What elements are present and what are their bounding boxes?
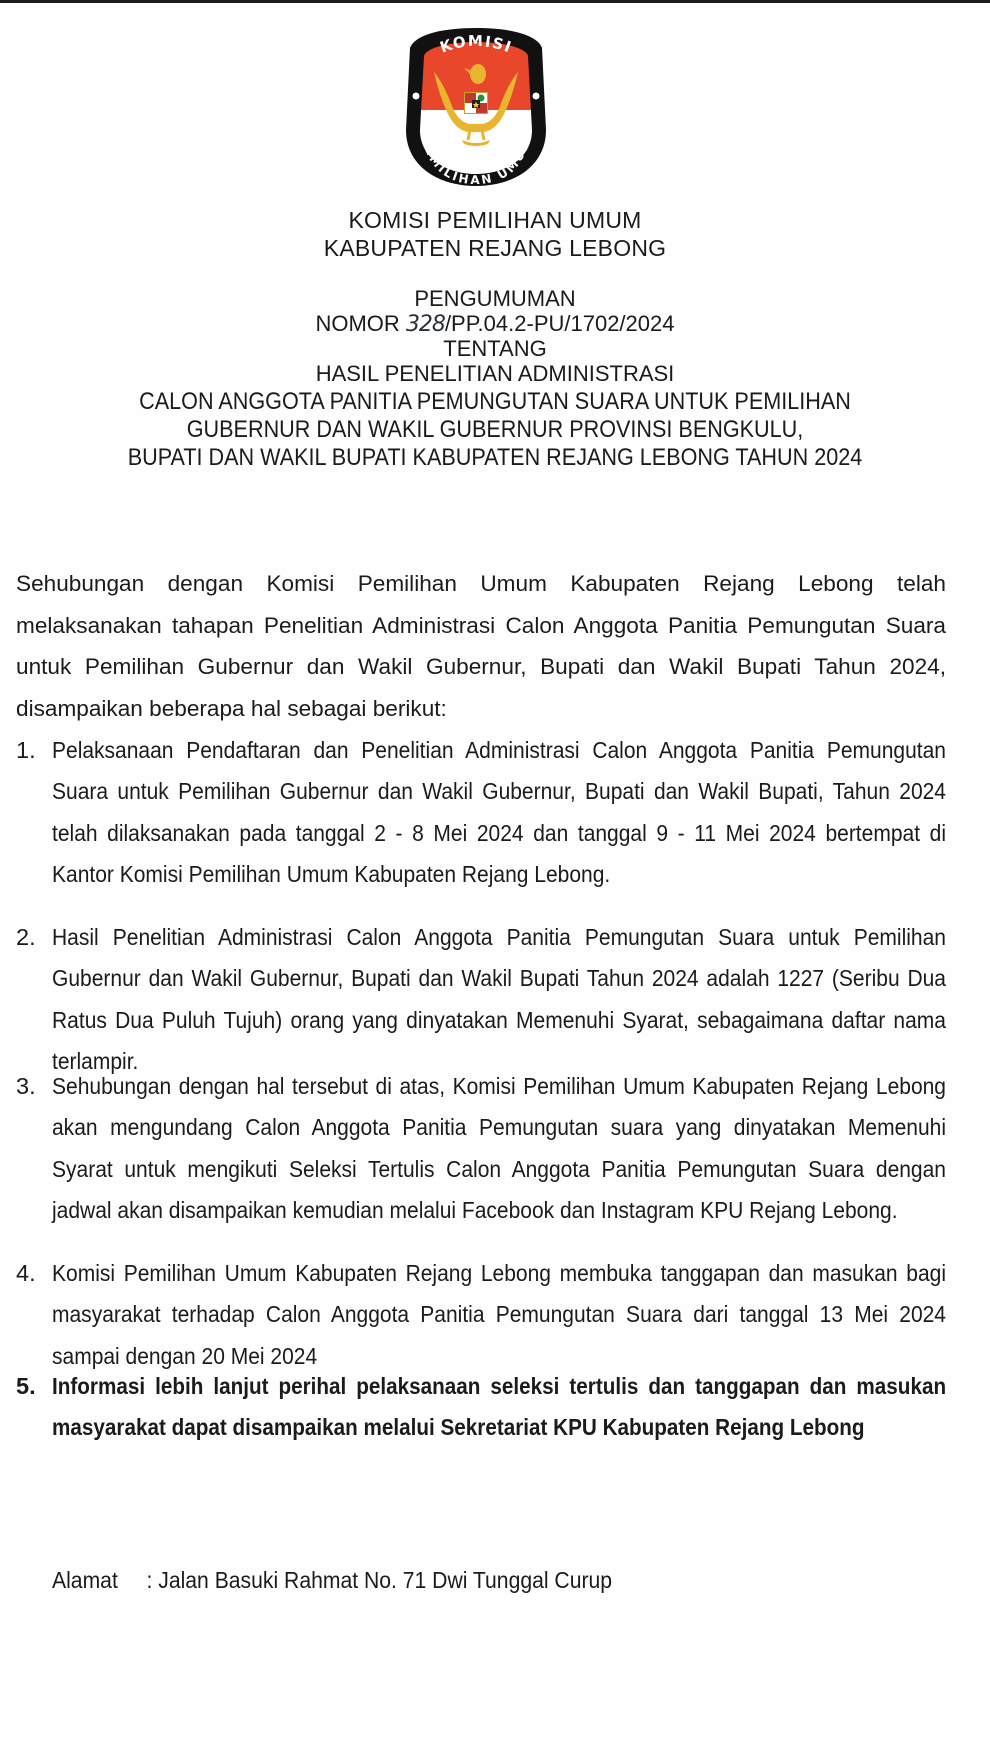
list-item	[16, 730, 946, 895]
handwritten-number: 328	[405, 312, 445, 337]
top-edge-bar	[0, 0, 990, 3]
list-item	[16, 1253, 946, 1377]
address-row	[52, 1565, 612, 1595]
about-label: TENTANG	[443, 336, 547, 361]
list-item	[16, 917, 946, 1082]
number-prefix: NOMOR	[315, 311, 406, 336]
subject-line-1: HASIL PENELITIAN ADMINISTRASI	[315, 361, 675, 386]
list-item-text: Pelaksanaan Pendaftaran dan Penelitian Administrasi Calon Anggota Panitia Pemungutan Suara untuk Pemilihan Gubernur dan Wakil Gubernur, Bupati dan Wakil Bupati, Tahun 2024 telah dilaksanakan pada tanggal 2 - 8 Mei 2024 dan tanggal 9 - 11 Mei 2024 bertempat di Kantor Komisi Pemilihan Umum Kabupaten Rejang Lebong.	[52, 737, 946, 887]
list-item-text: Komisi Pemilihan Umum Kabupaten Rejang Lebong membuka tanggapan dan masukan bagi masyarakat terhadap Calon Anggota Panitia Pemungutan Suara dari tanggal 13 Mei 2024 sampai dengan 20 Mei 2024	[52, 1260, 946, 1369]
list-item-number: 4.	[16, 1260, 36, 1286]
address-value: : Jalan Basuki Rahmat No. 71 Dwi Tunggal Curup	[146, 1567, 613, 1593]
list-item-number: 5.	[16, 1373, 36, 1399]
subject-line-2: CALON ANGGOTA PANITIA PEMUNGUTAN SUARA UNTUK PEMILIHAN	[139, 388, 851, 415]
kpu-logo	[404, 26, 548, 188]
list-item	[16, 1366, 946, 1449]
subject-line-4: BUPATI DAN WAKIL BUPATI KABUPATEN REJANG LEBONG TAHUN 2024	[127, 444, 863, 471]
logo-text-top: KOMISI	[437, 31, 515, 57]
list-item-text: Hasil Penelitian Administrasi Calon Anggota Panitia Pemungutan Suara untuk Pemilihan Gubernur dan Wakil Gubernur, Bupati dan Wakil Bupati Tahun 2024 adalah 1227 (Seribu Dua Ratus Dua Puluh Tujuh) orang yang dinyatakan Memenuhi Syarat, sebagaimana daftar nama terlampir.	[52, 924, 946, 1074]
agency-region: KABUPATEN REJANG LEBONG	[323, 235, 667, 261]
intro-text: Sehubungan dengan Komisi Pemilihan Umum Kabupaten Rejang Lebong telah melaksanakan tahapan Penelitian Administrasi Calon Anggota Panitia Pemungutan Suara untuk Pemilihan Gubernur dan Wakil Gubernur, Bupati dan Wakil Bupati Tahun 2024, disampaikan beberapa hal sebagai berikut:	[16, 571, 946, 721]
number-suffix: /PP.04.2-PU/1702/2024	[444, 311, 675, 336]
logo-dot-right	[533, 93, 540, 100]
document-type: PENGUMUMAN	[414, 286, 576, 311]
address-label: Alamat	[52, 1567, 118, 1593]
agency-name: KOMISI PEMILIHAN UMUM	[348, 207, 642, 233]
subject-line-3: GUBERNUR DAN WAKIL GUBERNUR PROVINSI BENGKULU,	[186, 416, 804, 443]
intro-paragraph	[16, 563, 946, 729]
list-item-text: Sehubungan dengan hal tersebut di atas, Komisi Pemilihan Umum Kabupaten Rejang Lebong akan mengundang Calon Anggota Panitia Pemungutan suara yang dinyatakan Memenuhi Syarat untuk mengikuti Seleksi Tertulis Calon Anggota Panitia Pemungutan Suara dengan jadwal akan disampaikan kemudian melalui Facebook dan Instagram KPU Rejang Lebong.	[52, 1073, 946, 1223]
list-item-number: 2.	[16, 924, 36, 950]
list-item-number: 3.	[16, 1073, 36, 1099]
list-item-text: Informasi lebih lanjut perihal pelaksanaan seleksi tertulis dan tanggapan dan masukan masyarakat dapat disampaikan melalui Sekretariat KPU Kabupaten Rejang Lebong	[52, 1373, 947, 1441]
list-item-number: 1.	[16, 737, 36, 763]
list-item	[16, 1066, 946, 1231]
logo-dot-left	[413, 93, 420, 100]
logo-text-bottom: PEMILIHAN UMUM	[418, 134, 534, 188]
